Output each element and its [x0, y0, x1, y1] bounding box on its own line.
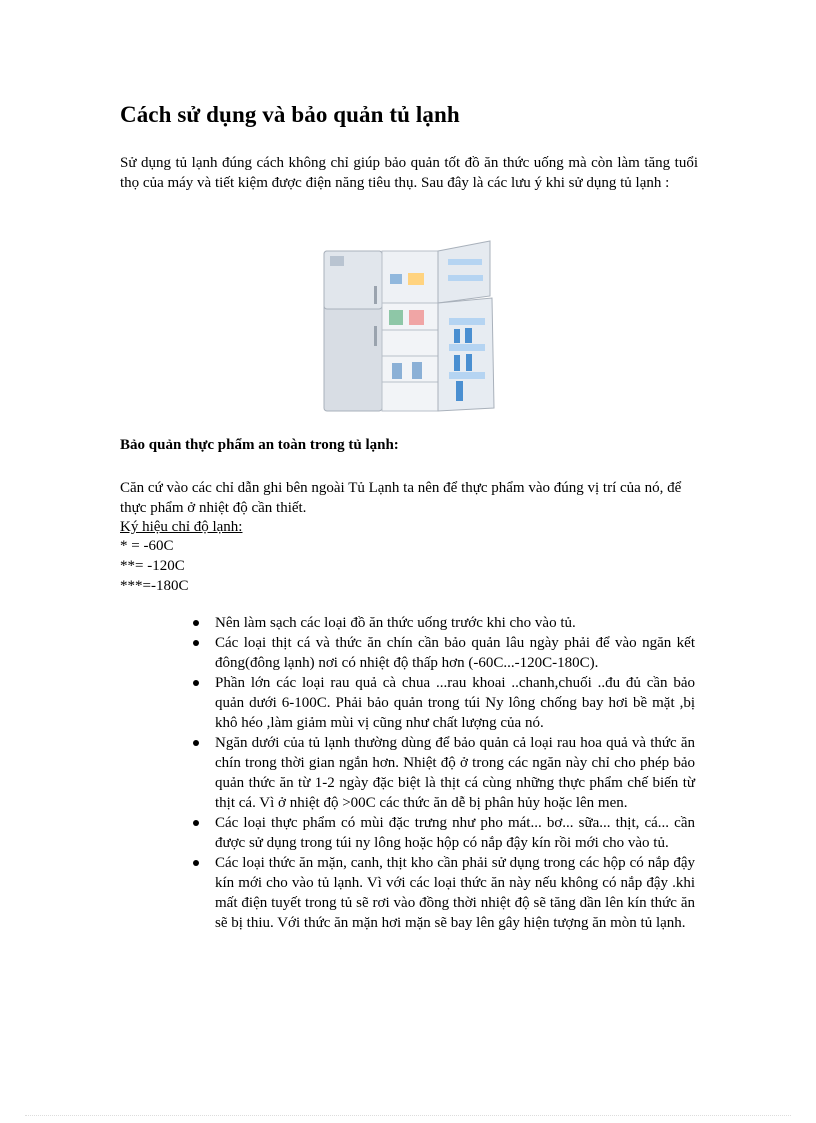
list-item-text: Các loại thức ăn mặn, canh, thịt kho cần phải sử dụng trong các hộp có nắp đậy kín mới cho vào tủ lạnh. Vì với các loại thức ăn này nếu không có nắp đậy .khi mất điện tuyết trong tủ sẽ rơi vào đồng thời nhiệt độ sẽ tăng dần lên kín thức ăn sẽ bị thiu. Với thức ăn mặn hơi mặn sẽ bay lên gây hiện tượng ăn mòn tủ lạnh.: [215, 855, 695, 931]
list-item-text: Ngăn dưới của tủ lạnh thường dùng để bảo quản cả loại rau hoa quả và thức ăn chín trong thời gian ngắn hơn. Nhiệt độ ở trong các ngăn này chỉ cho phép bảo quản thức ăn từ 1-2 ngày đặc biệt là thịt cá cùng những thực phẩm chế biến từ thịt cá. Vì ở nhiệt độ >00C các thức ăn dễ bị phân hủy hoặc lên men.: [215, 735, 695, 811]
bullet-icon: [193, 640, 199, 646]
storage-tips-list: [215, 613, 695, 933]
list-item: [215, 633, 695, 673]
intro-paragraph: Sử dụng tủ lạnh đúng cách không chỉ giúp bảo quản tốt đồ ăn thức uống mà còn làm tăng tuổi thọ của máy và tiết kiệm được điện năng tiêu thụ. Sau đây là các lưu ý khi sử dụng tủ lạnh :: [120, 155, 698, 191]
bullet-icon: [193, 740, 199, 746]
document-title: Cách sử dụng và bảo quản tủ lạnh: [120, 102, 460, 127]
symbol-item: ***=-180C: [120, 578, 189, 594]
bullet-icon: [193, 860, 199, 866]
bullet-icon: [193, 620, 199, 626]
bullet-icon: [193, 680, 199, 686]
list-item: [215, 853, 695, 933]
refrigerator-image: [316, 226, 500, 416]
list-item: [215, 613, 695, 633]
symbol-title: Ký hiệu chỉ độ lạnh:: [120, 519, 243, 535]
symbol-item: * = -60C: [120, 538, 174, 554]
list-item-text: Nên làm sạch các loại đồ ăn thức uống trước khi cho vào tủ.: [215, 615, 576, 631]
list-item-text: Phần lớn các loại rau quả cà chua ...rau khoai ..chanh,chuối ..đu đủ cần bảo quản dưới 6-100C. Phải bảo quản trong túi Ny lông chống bay hơi bề mặt ,bị khô héo ,làm giảm mùi vị cũng như chất lượng của nó.: [215, 675, 695, 731]
section-heading: Bảo quản thực phẩm an toàn trong tủ lạnh:: [120, 437, 399, 453]
guide-paragraph: Căn cứ vào các chỉ dẫn ghi bên ngoài Tủ Lạnh ta nên để thực phẩm vào đúng vị trí của nó, để thực phẩm ở nhiệt độ cần thiết.: [120, 480, 682, 516]
bullet-icon: [193, 820, 199, 826]
list-item: [215, 813, 695, 853]
list-item: [215, 673, 695, 733]
list-item-text: Các loại thực phẩm có mùi đặc trưng như pho mát... bơ... sữa... thịt, cá... cần được sử dụng trong túi ny lông hoặc hộp có nắp đậy kín rồi mới cho vào tủ.: [215, 815, 695, 851]
symbol-item: **= -120C: [120, 558, 185, 574]
temperature-symbol-list: [120, 536, 188, 596]
list-item-text: Các loại thịt cá và thức ăn chín cần bảo quản lâu ngày phải để vào ngăn kết đông(đông lạnh) nơi có nhiệt độ thấp hơn (-60C...-120C-180C).: [215, 635, 695, 671]
page-footer-divider: [25, 1115, 791, 1116]
list-item: [215, 733, 695, 813]
